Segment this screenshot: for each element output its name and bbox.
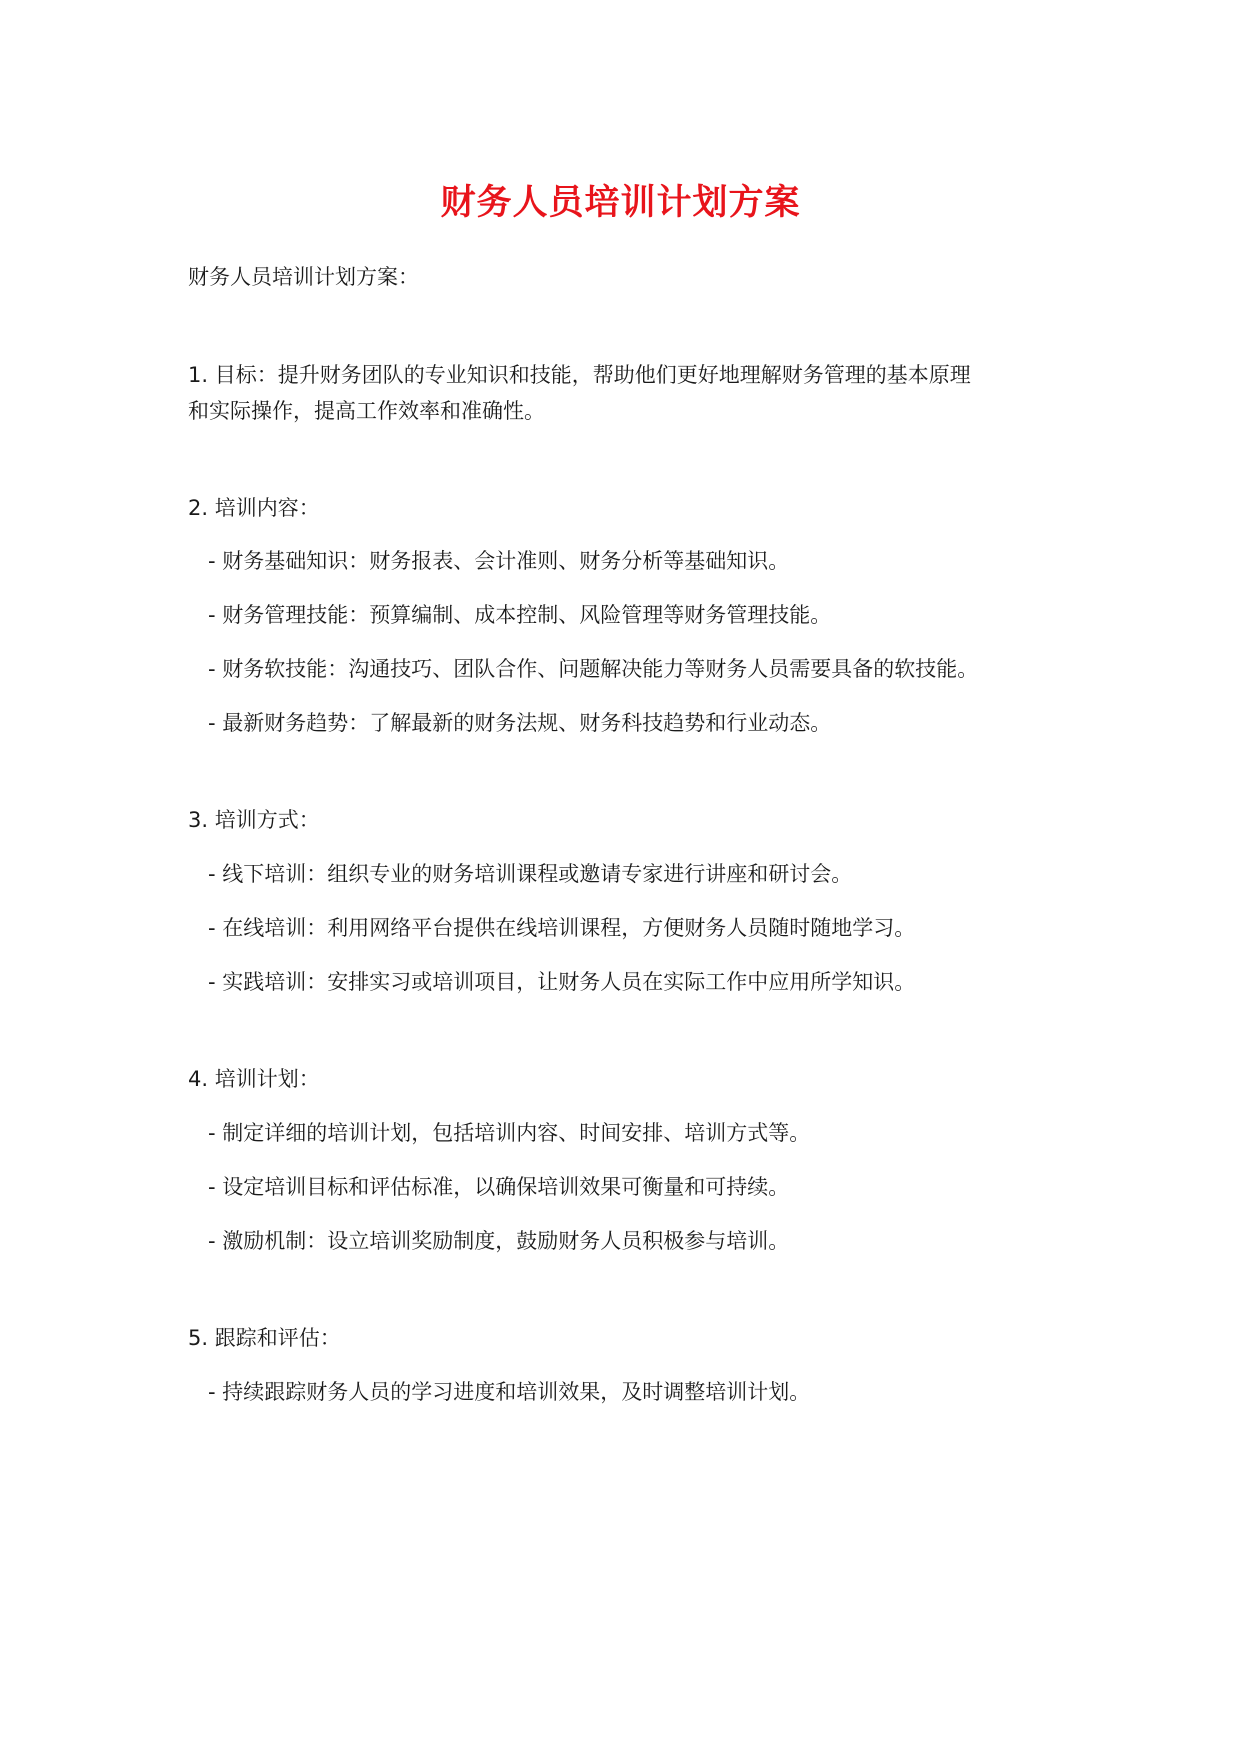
- section-3-heading: 3. 培训方式：: [188, 808, 320, 832]
- section-4-item: - 制定详细的培训计划，包括培训内容、时间安排、培训方式等。: [208, 1121, 811, 1145]
- section-4-item: - 设定培训目标和评估标准，以确保培训效果可衡量和可持续。: [208, 1175, 790, 1199]
- section-2-item: - 财务软技能：沟通技巧、团队合作、问题解决能力等财务人员需要具备的软技能。: [208, 657, 979, 681]
- section-4-item: - 激励机制：设立培训奖励制度，鼓励财务人员积极参与培训。: [208, 1229, 790, 1253]
- section-5-item: - 持续跟踪财务人员的学习进度和培训效果，及时调整培训计划。: [208, 1380, 811, 1404]
- section-3-item: - 线下培训：组织专业的财务培训课程或邀请专家进行讲座和研讨会。: [208, 862, 853, 886]
- document-title: 财务人员培训计划方案: [440, 183, 801, 223]
- section-1-heading: 1. 目标：提升财务团队的专业知识和技能，帮助他们更好地理解财务管理的基本原理: [188, 363, 971, 387]
- section-3-item: - 实践培训：安排实习或培训项目，让财务人员在实际工作中应用所学知识。: [208, 970, 916, 994]
- section-4-heading: 4. 培训计划：: [188, 1067, 320, 1091]
- section-2-item: - 财务基础知识：财务报表、会计准则、财务分析等基础知识。: [208, 549, 790, 573]
- section-3-item: - 在线培训：利用网络平台提供在线培训课程，方便财务人员随时随地学习。: [208, 916, 916, 940]
- section-1-heading-continued: 和实际操作，提高工作效率和准确性。: [188, 399, 545, 423]
- section-2-item: - 最新财务趋势：了解最新的财务法规、财务科技趋势和行业动态。: [208, 711, 832, 735]
- section-5-heading: 5. 跟踪和评估：: [188, 1326, 341, 1350]
- intro-line: 财务人员培训计划方案：: [188, 265, 419, 289]
- section-2-heading: 2. 培训内容：: [188, 496, 320, 520]
- section-2-item: - 财务管理技能：预算编制、成本控制、风险管理等财务管理技能。: [208, 603, 832, 627]
